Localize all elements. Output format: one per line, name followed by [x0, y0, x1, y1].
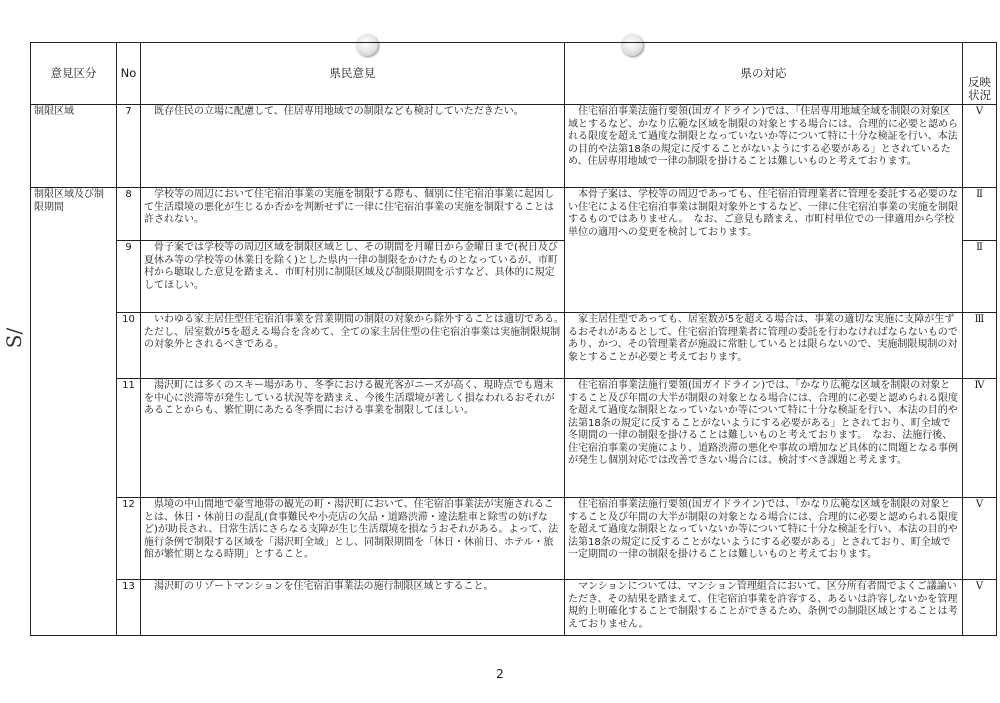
table-row — [31, 313, 997, 379]
status-cell: Ⅲ — [963, 313, 997, 379]
header-row — [31, 43, 997, 105]
header-no: No — [117, 43, 141, 105]
table-row — [31, 105, 997, 188]
header-status: 反映状況 — [963, 43, 997, 105]
no-cell: 11 — [117, 379, 141, 498]
table-row — [31, 188, 997, 241]
no-cell: 13 — [117, 580, 141, 636]
header-opinion: 県民意見 — [141, 43, 565, 105]
opinion-cell: 既存住民の立場に配慮して、住居専用地域での制限なども検討していただきたい。 — [141, 105, 565, 188]
status-cell: Ⅴ — [963, 580, 997, 636]
table-row — [31, 580, 997, 636]
no-cell: 8 — [117, 188, 141, 241]
opinion-cell: 湯沢町には多くのスキー場があり、冬季における観光客がニーズが高く、現時点でも週末を中心に渋滞等が発生している状況等を踏まえ、今後生活環境が著しく損なわれるおそれがあることからも、繁忙期にあたる冬季間における事業を制限してほしい。 — [141, 379, 565, 498]
public-opinion-table — [30, 42, 997, 636]
status-cell: Ⅴ — [963, 498, 997, 580]
no-cell: 12 — [117, 498, 141, 580]
category-cell: 制限区域 — [31, 105, 117, 188]
status-cell: Ⅳ — [963, 379, 997, 498]
response-cell: 住宅宿泊事業法施行要領(国ガイドライン)では、「住居専用地域全域を制限の対象区域とするなど、かなり広範な区域を制限の対象とする場合には、合理的に必要と認められる限度を超えて過度な制限となっていないか等について特に十分な検証を行い、本法の目的や法第18条の規定に反することがないようにする必要がある」とされているため、住居専用地域で一律の制限を掛けることは難しいものと考えております。 — [565, 105, 963, 188]
table-row — [31, 379, 997, 498]
handwritten-margin-mark: S/ — [2, 327, 27, 349]
opinion-cell: 骨子案では学校等の周辺区域を制限区域とし、その期間を月曜日から金曜日まで(祝日及び夏休み等の学校等の休業日を除く)とした県内一律の制限をかけたものとなっているが、市町村から聴取した意見を踏まえ、市町村別に制限区域及び制限期間を示すなど、具体的に規定してほしい。 — [141, 241, 565, 313]
no-cell: 10 — [117, 313, 141, 379]
status-cell: Ⅴ — [963, 105, 997, 188]
response-cell: 本骨子案は、学校等の周辺であっても、住宅宿泊管理業者に管理を委託する必要のない住宅による住宅宿泊事業は制限対象外とするなど、一律に住宅宿泊事業の実施を制限するものではありません。 なお、ご意見も踏まえ、市町村単位での一律適用から学校単位の適用への変更を検討しております。 — [565, 188, 963, 313]
status-cell: Ⅱ — [963, 241, 997, 313]
header-response: 県の対応 — [565, 43, 963, 105]
opinion-cell: 湯沢町のリゾートマンションを住宅宿泊事業法の施行制限区域とすること。 — [141, 580, 565, 636]
no-cell: 9 — [117, 241, 141, 313]
opinion-cell: いわゆる家主居住型住宅宿泊事業を営業期間の制限の対象から除外することは適切である。 ただし、居室数が5を超える場合を含めて、全ての家主居住型の住宅宿泊事業は実施制限規制の対象外とされるべきである。 — [141, 313, 565, 379]
status-cell: Ⅱ — [963, 188, 997, 241]
page-number: 2 — [496, 667, 504, 681]
response-cell: 家主居住型であっても、居室数が5を超える場合は、事業の適切な実施に支障が生ずるおそれがあるとして、住宅宿泊管理業者に管理の委託を行わなければならないものであり、かつ、その管理業者が施設に常駐しているとは限らないので、実施制限規制の対象とすることが必要と考えております。 — [565, 313, 963, 379]
table-row — [31, 498, 997, 580]
category-cell: 制限区域及び制限期間 — [31, 188, 117, 636]
response-cell: 住宅宿泊事業法施行要領(国ガイドライン)では、「かなり広範な区域を制限の対象とすること及び年間の大半が制限の対象となる場合には、合理的に必要と認められる限度を超えて過度な制限となっていないか等について特に十分な検証を行い、本法の目的や法第18条の規定に反することがないようにする必要がある」とされており、町全域で冬期間の一律の制限を掛けることは難しいものと考えております。 なお、法施行後、住宅宿泊事業の実施により、道路渋滞の悪化や事故の増加など具体的に問題となる事例が発生し個別対応では改善できない場合には、検討すべき課題と考えます。 — [565, 379, 963, 498]
opinion-cell: 学校等の周辺において住宅宿泊事業の実施を制限する際も、個別に住宅宿泊事業に起因して生活環境の悪化が生じるか否かを判断せずに一律に住宅宿泊事業の実施を制限することは許されない。 — [141, 188, 565, 241]
no-cell: 7 — [117, 105, 141, 188]
header-category: 意見区分 — [31, 43, 117, 105]
response-cell: マンションについては、マンション管理組合において、区分所有者間でよくご議論いただき、その結果を踏まえて、住宅宿泊事業を許容する、あるいは許容しないかを管理規約上明確化することで制限することができるため、条例での制限区域とすることは考えておりません。 — [565, 580, 963, 636]
response-cell: 住宅宿泊事業法施行要領(国ガイドライン)では、「かなり広範な区域を制限の対象とすること及び年間の大半が制限の対象となる場合には、合理的に必要と認められる限度を超えて過度な制限となっていないか等について特に十分な検証を行い、本法の目的や法第18条の規定に反することがないようにする必要がある」とされており、町全域で一定期間の一律の制限を掛けることは難しいものと考えております。 — [565, 498, 963, 580]
opinion-cell: 県境の中山間地で豪雪地帯の観光の町・湯沢町において、住宅宿泊事業法が実施されることは、休日・休前日の混乱(食事難民や小売店の欠品・道路渋滞・違法駐車と除雪の妨げなど)が助長され、日常生活にさらなる支障が生じ生活環境を損なうおそれがある。よって、法施行条例で制限する区域を「湯沢町全域」とし、同制限期間を「休日・休前日、ホテル・旅館が繁忙期となる時期」とすること。 — [141, 498, 565, 580]
